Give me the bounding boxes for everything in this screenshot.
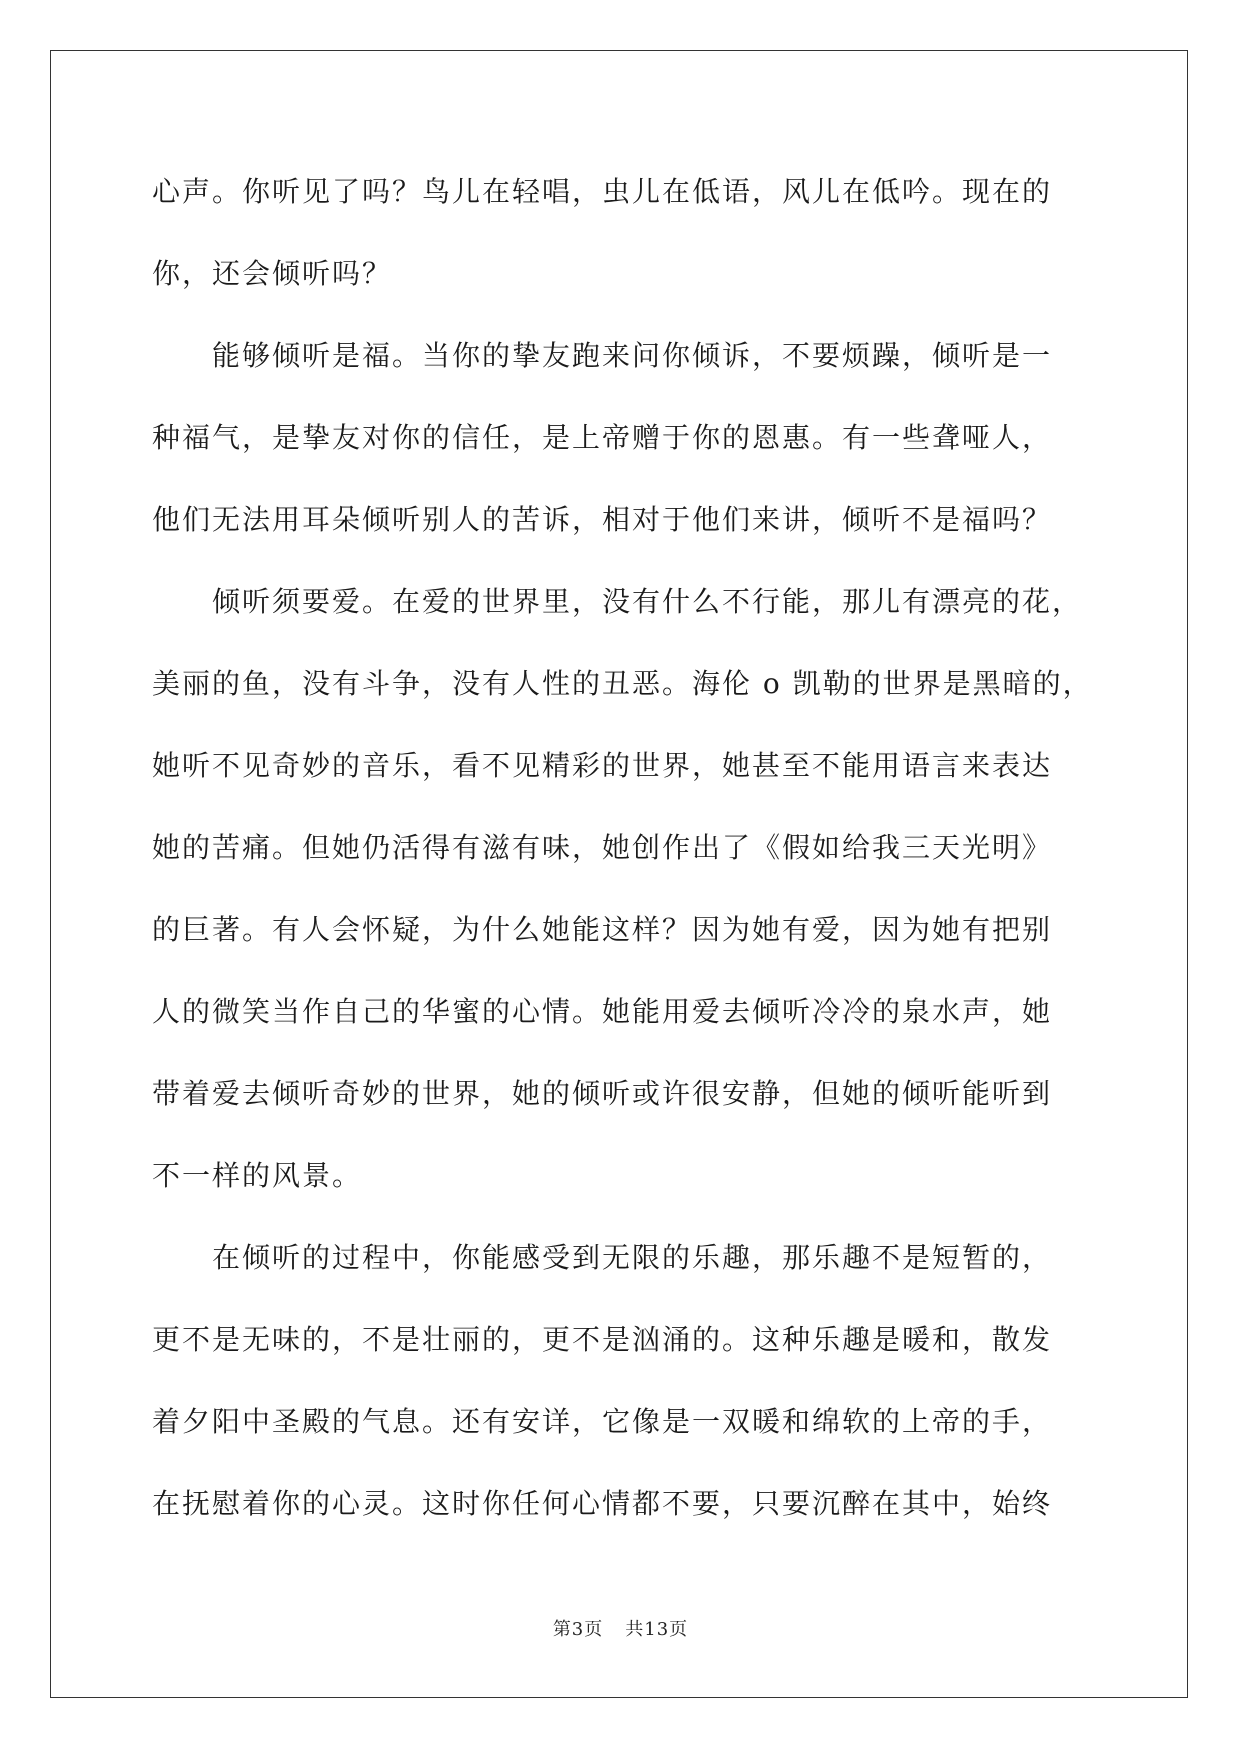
text-line: 能够倾听是福。当你的挚友跑来问你倾诉，不要烦躁，倾听是一 [212, 339, 1053, 372]
page-footer [0, 1615, 1241, 1641]
text-line: 倾听须要爱。在爱的世界里，没有什么不行能，那儿有漂亮的花， [212, 585, 1083, 618]
text-line: 人的微笑当作自己的华蜜的心情。她能用爱去倾听冷冷的泉水声，她 [152, 995, 1053, 1028]
text-line: 在抚慰着你的心灵。这时你任何心情都不要，只要沉醉在其中，始终 [152, 1487, 1053, 1520]
text-line: 种福气，是挚友对你的信任，是上帝赠于你的恩惠。有一些聋哑人， [152, 421, 1053, 454]
text-line: 在倾听的过程中，你能感受到无限的乐趣，那乐趣不是短暂的， [212, 1241, 1053, 1274]
text-line: 带着爱去倾听奇妙的世界，她的倾听或许很安静，但她的倾听能听到 [152, 1077, 1053, 1110]
text-line: 更不是无味的，不是壮丽的，更不是汹涌的。这种乐趣是暖和，散发 [152, 1323, 1053, 1356]
body-text [152, 165, 1098, 1559]
text-line: 她听不见奇妙的音乐，看不见精彩的世界，她甚至不能用语言来表达 [152, 749, 1053, 782]
text-line: 不一样的风景。 [152, 1159, 363, 1192]
text-line: 着夕阳中圣殿的气息。还有安详，它像是一双暖和绵软的上帝的手， [152, 1405, 1053, 1438]
text-line: 他们无法用耳朵倾听别人的苦诉，相对于他们来讲，倾听不是福吗？ [152, 503, 1053, 536]
page-total: 共13页 [625, 1619, 689, 1640]
text-line: 心声。你听见了吗？鸟儿在轻唱，虫儿在低语，风儿在低吟。现在的 [152, 175, 1053, 208]
text-line: 美丽的鱼，没有斗争，没有人性的丑恶。海伦 o 凯勒的世界是黑暗的， [152, 667, 1093, 700]
text-line: 她的苦痛。但她仍活得有滋有味，她创作出了《假如给我三天光明》 [152, 831, 1053, 864]
text-line: 的巨著。有人会怀疑，为什么她能这样？因为她有爱，因为她有把别 [152, 913, 1053, 946]
page-number: 第3页 [552, 1619, 604, 1640]
text-line: 你，还会倾听吗？ [152, 257, 393, 290]
